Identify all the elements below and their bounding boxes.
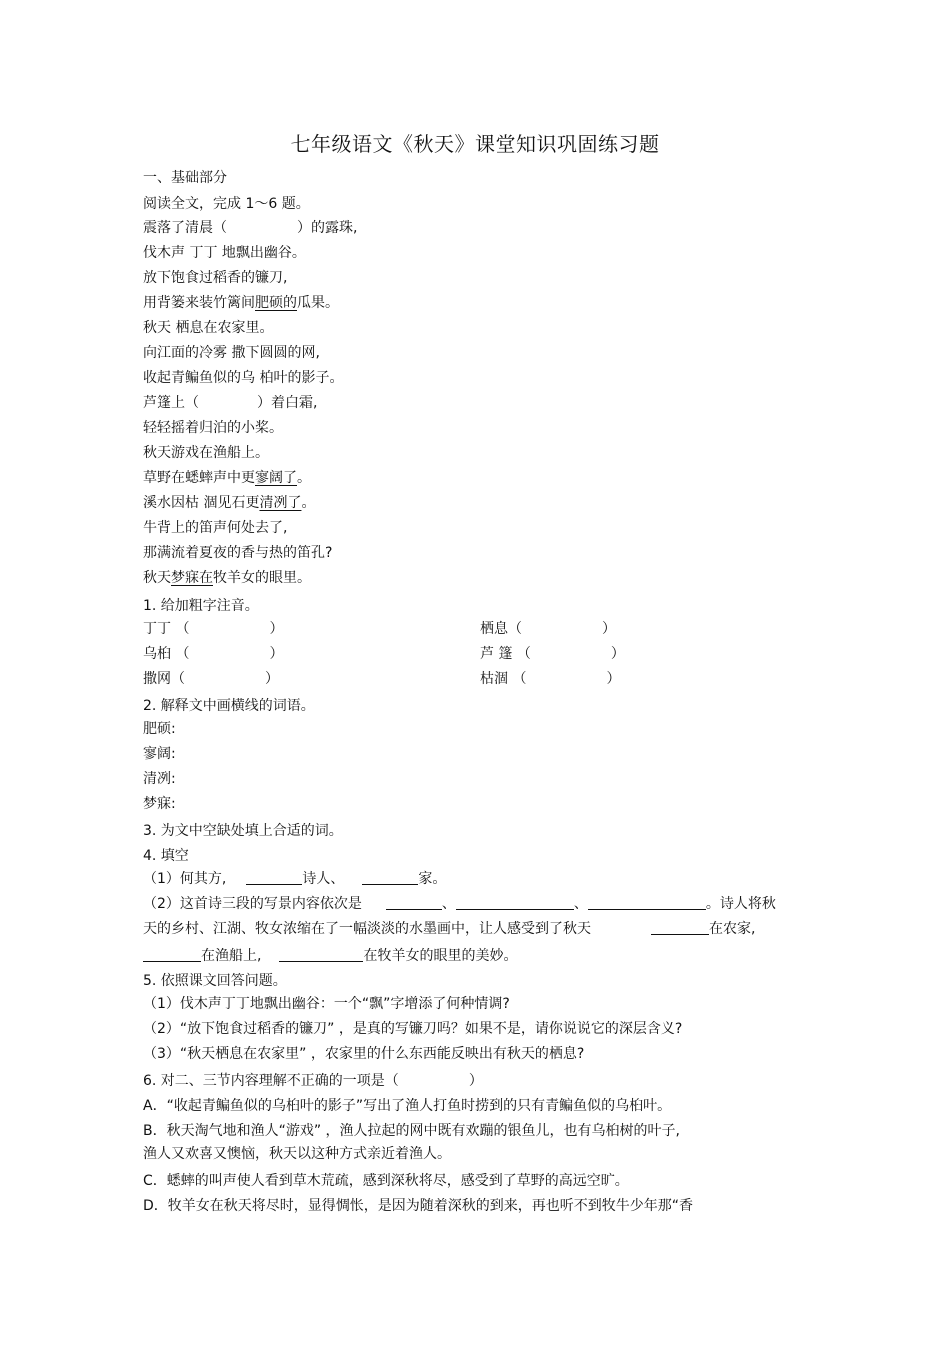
pinyin-item [143, 644, 283, 664]
poem-line: 向江面的冷雾 撒下圆圆的网, [143, 345, 320, 361]
question-4-title: 4. 填空 [143, 848, 189, 864]
blank [456, 895, 574, 910]
poem-line: 放下饱食过稻香的镰刀, [143, 270, 288, 286]
bracket: ） [269, 621, 284, 637]
pinyin-word: 栖息（ [480, 621, 522, 637]
definition-item: 寥阔: [143, 746, 176, 762]
option-b-continued: 渔人又欢喜又懊恼，秋天以这种方式亲近着渔人。 [143, 1146, 451, 1162]
bracket: ） [265, 671, 279, 687]
pinyin-word: 芦 篷 （ [480, 646, 531, 662]
fill-line [143, 894, 776, 914]
fill-text: 天的乡村、江湖、牧女浓缩在了一幅淡淡的水墨画中，让人感受到了秋天 [143, 921, 591, 937]
page-title: 七年级语文《秋天》课堂知识巩固练习题 [290, 132, 660, 156]
bracket: ） [269, 646, 284, 662]
sub-question: （3）“秋天栖息在农家里” ，农家里的什么东西能反映出有秋天的栖息? [143, 1046, 585, 1062]
section-heading: 一、基础部分 [143, 170, 227, 186]
poem-line [143, 468, 311, 488]
poem-line: 那满流着夏夜的香与热的笛孔? [143, 545, 333, 561]
poem-text: ）的露珠, [297, 220, 358, 236]
fill-text: 、 [573, 896, 588, 912]
intro-text: 阅读全文，完成 1～6 题。 [143, 196, 310, 212]
blank [362, 870, 418, 885]
bracket: ） [602, 621, 616, 637]
pinyin-item [480, 669, 620, 689]
poem-text: 。 [301, 495, 316, 511]
pinyin-item [480, 619, 616, 639]
pinyin-item [480, 644, 625, 664]
fill-line [143, 919, 755, 939]
underlined-word: 梦寐在 [171, 570, 213, 586]
poem-line: 伐木声 丁丁 地飘出幽谷。 [143, 245, 306, 261]
poem-line: 秋天 栖息在农家里。 [143, 320, 274, 336]
fill-text: 在农家, [709, 921, 756, 937]
blank [279, 947, 363, 962]
option-b: B．秋天淘气地和渔人“游戏” ，渔人拉起的网中既有欢蹦的银鱼儿，也有乌桕树的叶子, [143, 1123, 681, 1139]
poem-text: 芦篷上（ [143, 395, 199, 411]
sub-question: （2）“放下饱食过稻香的镰刀” ，是真的写镰刀吗？如果不是，请你说说它的深层含义? [143, 1021, 683, 1037]
poem-line [143, 568, 311, 588]
poem-text: 用背篓来装竹篱间 [143, 295, 255, 311]
poem-line [143, 218, 357, 238]
fill-text: 在牧羊女的眼里的美妙。 [363, 948, 518, 964]
blank [386, 895, 442, 910]
definition-item: 肥硕: [143, 721, 176, 737]
pinyin-word: 丁丁 （ [143, 621, 190, 637]
pinyin-item [143, 619, 283, 639]
question-2-title: 2. 解释文中画横线的词语。 [143, 698, 315, 714]
poem-line: 牛背上的笛声何处去了, [143, 520, 288, 536]
definition-item: 清冽: [143, 771, 176, 787]
poem-text: 。 [297, 470, 311, 486]
question-6-title [143, 1071, 483, 1091]
poem-text: 秋天 [143, 570, 171, 586]
blank [651, 920, 709, 935]
blank [588, 895, 706, 910]
poem-line: 轻轻摇着归泊的小桨。 [143, 420, 283, 436]
pinyin-item [143, 669, 279, 689]
poem-line [143, 493, 315, 513]
option-d: D．牧羊女在秋天将尽时，显得惆怅，是因为随着深秋的到来，再也听不到牧牛少年那“香 [143, 1198, 694, 1214]
poem-text: 震落了清晨（ [143, 220, 227, 236]
bracket: ） [468, 1073, 483, 1089]
fill-text: （1）何其方, [143, 871, 227, 887]
underlined-word: 寥阔了 [255, 470, 297, 486]
question-1-title: 1. 给加粗字注音。 [143, 598, 259, 614]
poem-text: 牧羊女的眼里。 [213, 570, 311, 586]
fill-text: 家。 [418, 871, 447, 887]
fill-line [143, 869, 446, 889]
poem-text: 瓜果。 [297, 295, 339, 311]
fill-text: 。诗人将秋 [705, 896, 776, 912]
pinyin-word: 乌桕 （ [143, 646, 190, 662]
poem-text: ）着白霜, [257, 395, 318, 411]
bracket: ） [606, 671, 621, 687]
sub-question: （1）伐木声丁丁地飘出幽谷：一个“飘”字增添了何种情调? [143, 996, 510, 1012]
poem-text: 草野在蟋蟀声中更 [143, 470, 255, 486]
question-3-title: 3. 为文中空缺处填上合适的词。 [143, 823, 343, 839]
fill-text: 在渔船上, [201, 948, 262, 964]
fill-text: 诗人、 [302, 871, 345, 887]
option-a: A．“收起青鳊鱼似的乌桕叶的影子”写出了渔人打鱼时捞到的只有青鳊鱼似的乌桕叶。 [143, 1098, 672, 1114]
bracket: ） [610, 646, 625, 662]
question-text: 6. 对二、三节内容理解不正确的一项是（ [143, 1073, 399, 1089]
underlined-word: 肥硕的 [255, 295, 297, 311]
blank [143, 947, 201, 962]
definition-item: 梦寐: [143, 796, 176, 812]
option-c: C．蟋蟀的叫声使人看到草木荒疏，感到深秋将尽，感受到了草野的高远空旷。 [143, 1173, 629, 1189]
poem-text: 溪水因枯 涸见石更 [143, 495, 260, 511]
poem-line: 收起青鳊鱼似的乌 柏叶的影子。 [143, 370, 344, 386]
blank [246, 870, 302, 885]
fill-line [143, 946, 517, 966]
poem-line [143, 293, 339, 313]
pinyin-word: 枯涸 （ [480, 671, 527, 687]
fill-text: （2）这首诗三段的写景内容依次是 [143, 896, 362, 912]
question-5-title: 5. 依照课文回答问题。 [143, 973, 287, 989]
poem-line [143, 393, 317, 413]
poem-line: 秋天游戏在渔船上。 [143, 445, 269, 461]
pinyin-word: 撒网（ [143, 671, 185, 687]
fill-text: 、 [441, 896, 456, 912]
underlined-word: 清冽了 [259, 495, 302, 511]
